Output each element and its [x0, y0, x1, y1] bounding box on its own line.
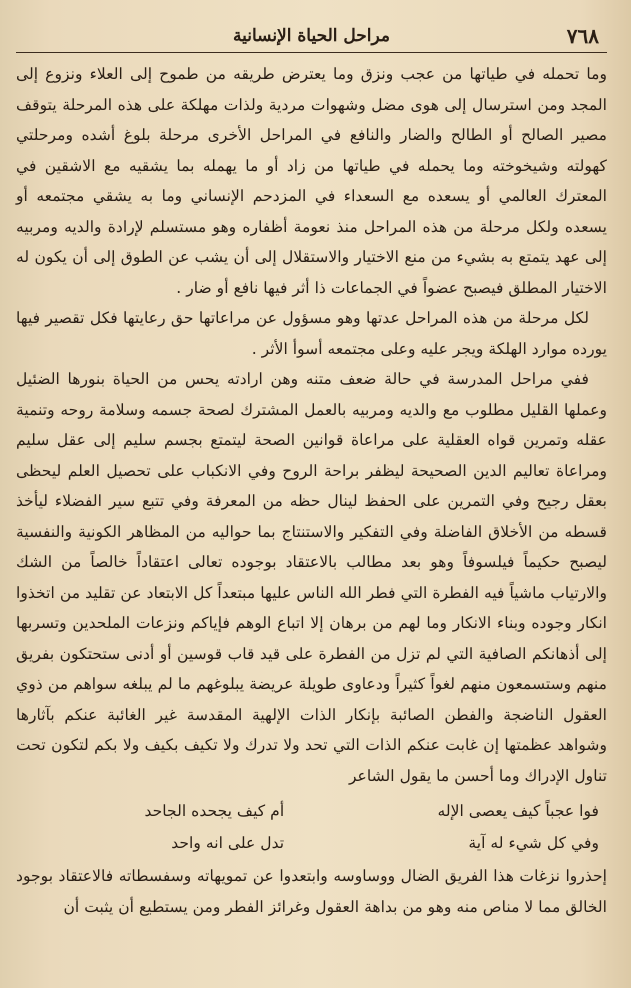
- page-header: [16, 18, 607, 53]
- paragraph-1: وما تحمله في طياتها من عجب ونزق وما يعترض طريقه من طموح إلى العلاء ونزوع إلى المجد ومن استرسال إلى هوى مضل وشهوات مردية ولذات مهلكة على هذه المرحلة يتوقف مصير الصالح أو الطالح والضار والنافع في المراحل الأخرى مرحلة بلوغ أشده ومرحلتي كهولته وشيخوخته وما يحمله في طياتها من زاد أو ما يهمله بما يشقيه مع الاشقين في المعترك العالمي أو يسعده مع السعداء في المزدحم الإنساني وما به يشقي مجتمعه أو يسعده ولكل مرحلة من هذه المراحل منذ نعومة أظفاره وهو مستسلم لإرادة والديه ومربيه إلى عهد يتمتع به بشيء من منع الاختيار والاستقلال إلى أن يشب عن الطوق إلى أن يكون له الاختيار المطلق فيصبح عضواً في الجماعات ذا أثر فيها نافع أو ضار .: [16, 65, 607, 297]
- verse-line: [16, 795, 607, 827]
- closing-paragraph: إحذروا نزغات هذا الفريق الضال ووساوسه وابتعدوا عن تمويهاته وسفسطاته فالاعتقاد بوجود الخالق مما لا مناص منه وهو من بداهة العقول وغرائز الفطر ومن يستطيع أن يثبت أن: [16, 867, 607, 916]
- running-title: مراحل الحياة الإنسانية: [233, 26, 390, 46]
- poem-verses: [16, 795, 607, 859]
- page-body: [16, 59, 607, 922]
- verse-second-hemistich: أم كيف يجحده الجاحد: [144, 802, 285, 820]
- verse-second-hemistich: تدل على انه واحد: [171, 834, 285, 852]
- verse-line: [16, 827, 607, 859]
- paragraph-2: لكل مرحلة من هذه المراحل عدتها وهو مسؤول عن مراعاتها حق رعايتها فكل تقصير فيها يورده موارد الهلكة ويجر عليه وعلى مجتمعه أسوأ الأثر .: [16, 309, 607, 358]
- verse-first-hemistich: وفي كل شيء له آية: [468, 834, 599, 852]
- verse-first-hemistich: فوا عجباً كيف يعصى الإله: [437, 802, 599, 820]
- page-number: ٧٦٨: [566, 24, 599, 48]
- paragraph-3: ففي مراحل المدرسة في حالة ضعف متنه وهن ارادته يحس من الحياة بنورها الضئيل وعملها القليل مطلوب مع والديه ومربيه بالعمل المشترك لصحة جسمه وسلامة روحه وتنمية عقله وتمرين قواه العقلية على مراعاة قوانين الصحة ليتمتع بجسم سليم إلى عقل سليم ومراعاة تعاليم الدين الصحيحة ليظفر براحة الروح وفي الانكباب على تحصيل العلم ليحظى بعقل رجيح وفي التمرين على الحفظ لينال حظه من المعرفة وفي تتبع سير الفضلاء ليأخذ قسطه من الأخلاق الفاضلة وفي التفكير والاستنتاج بما حواليه من المظاهر الكونية والنفسية ليصبح حكيماً فيلسوفاً وهو بعد مطالب بالاعتقاد بوجوده تعالى اعتقاداً خالصاً من الشك والارتياب ماشياً فيه الفطرة التي فطر الله الناس عليها مبتعداً كل الابتعاد عن تقليد من اتخذوا انكار وجوده وبناء الانكار وما لهم من برهان إلا اتباع الوهم فإياكم ونزعات الملحدين وتسربها إلى أذهانكم الصافية التي لم تزل من الفطرة على قيد قاب قوسين أو أدنى ستحتكون بفريق منهم وستسمعون منهم لغواً كثيراً ودعاوى طويلة عريضة يبلوغهم ما لم يبلغه سواهم من ذوي العقول الناضجة والفطن الصائبة بإنكار الذات الإلهية المقدسة غير الغائبة عنكم بآثارها وشواهد عظمتها إن غابت عنكم الذات التي تحد ولا تدرك ولا تكيف بكيف ولا بكم لتكون تحت تناول الإدراك وما أحسن ما يقول الشاعر: [16, 370, 608, 785]
